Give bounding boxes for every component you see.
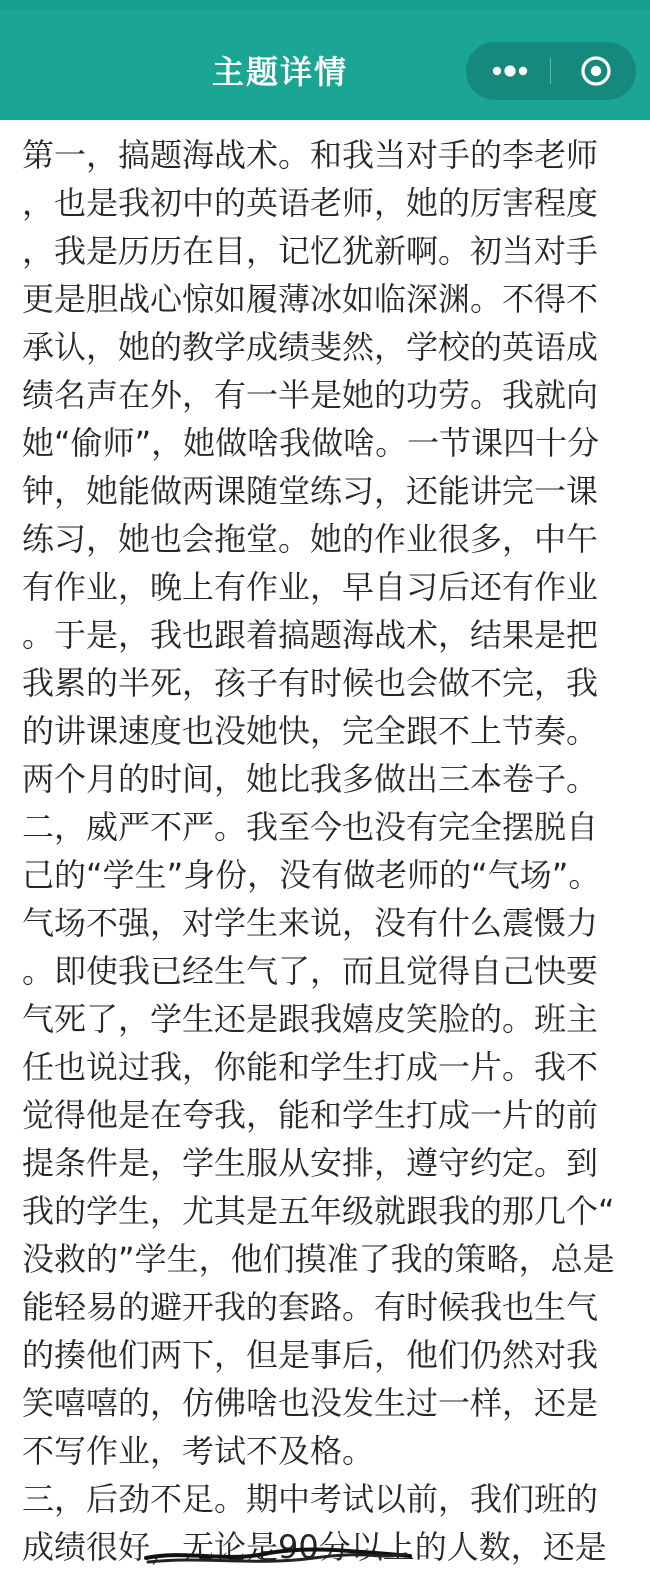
article-line: 气场不强，对学生来说，没有什么震慑力 [22,904,599,942]
article-line: 己的“学生”身份，没有做老师的“气场”。 [22,856,601,894]
article-line: 我累的半死，孩子有时候也会做不完，我 [22,664,599,702]
article-line: 笑嘻嘻的，仿佛啥也没发生过一样，还是 [22,1384,599,1422]
article-line: 二，威严不严。我至今也没有完全摆脱自 [22,808,599,846]
article-line: 我的学生，尤其是五年级就跟我的那几个“ [22,1192,615,1230]
more-button[interactable] [480,51,540,91]
target-circle-icon [570,51,622,91]
article-line: 更是胆战心惊如履薄冰如临深渊。不得不 [22,280,599,318]
article-line: 的揍他们两下，但是事后，他们仍然对我 [22,1336,599,1374]
article-line: 练习，她也会拖堂。她的作业很多，中午 [22,520,599,558]
article-line: 觉得他是在夸我，能和学生打成一片的前 [22,1096,599,1134]
status-bar [0,0,650,10]
article-line: 钟，她能做两课随堂练习，还能讲完一课 [22,472,599,510]
article-line: 没救的”学生，他们摸准了我的策略，总是 [22,1240,615,1278]
article-line: 不写作业，考试不及格。 [22,1432,375,1470]
article-line: 任也说过我，你能和学生打成一片。我不 [22,1048,599,1086]
article-line: 。于是，我也跟着搞题海战术，结果是把 [22,616,599,654]
top-nav-bar [0,0,650,120]
article-line: ，我是历历在目，记忆犹新啊。初当对手 [22,232,599,270]
article-line: 能轻易的避开我的套路。有时候我也生气 [22,1288,599,1326]
article-line: 气死了，学生还是跟我嬉皮笑脸的。班主 [22,1000,599,1038]
strikethrough-scribble [144,1532,414,1572]
article-body [0,120,650,1570]
article-line: 三，后劲不足。期中考试以前，我们班的 [22,1480,599,1518]
article-line: 绩名声在外，有一半是她的功劳。我就向 [22,376,599,414]
close-button[interactable] [570,51,622,91]
article-line: 两个月的时间，她比我多做出三本卷子。 [22,760,599,798]
article-line: 成绩很好，无论是90分以上的人数，还是 [22,1528,607,1566]
article-line: 她“偷师”，她做啥我做啥。一节课四十分 [22,424,600,462]
more-dots-icon [480,51,540,91]
article-line: 第一，搞题海战术。和我当对手的李老师 [22,136,599,174]
article-line: 的讲课速度也没她快，完全跟不上节奏。 [22,712,599,750]
article-line: 有作业，晚上有作业，早自习后还有作业 [22,568,599,606]
mini-program-capsule [466,42,636,100]
article-line: ，也是我初中的英语老师，她的厉害程度 [22,184,599,222]
page-title: 主题详情 [211,53,348,91]
article-line: 提条件是，学生服从安排，遵守约定。到 [22,1144,599,1182]
capsule-divider [550,58,551,84]
article-line: 承认，她的教学成绩斐然，学校的英语成 [22,328,599,366]
article-line: 。即使我已经生气了，而且觉得自己快要 [22,952,599,990]
